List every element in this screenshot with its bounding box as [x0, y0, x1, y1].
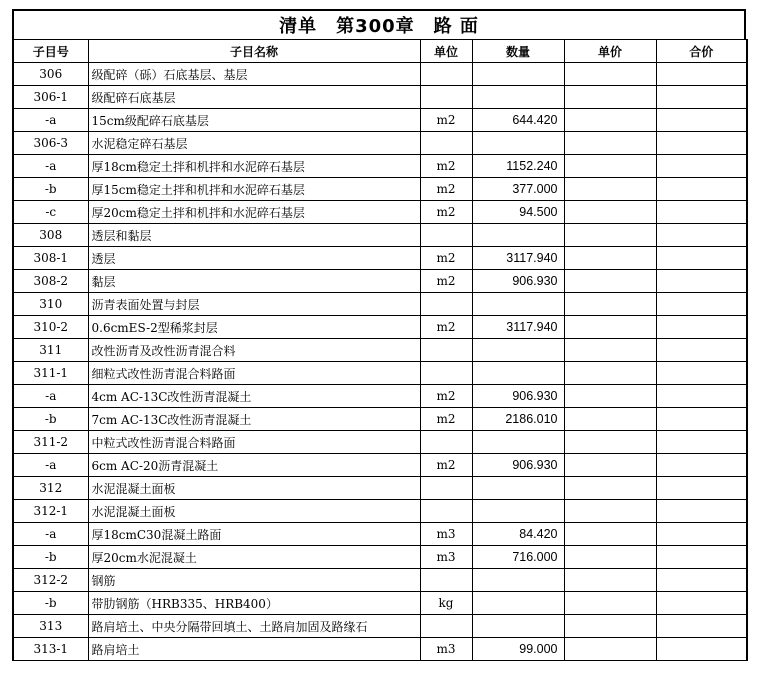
cell-name: 中粒式改性沥青混合料路面	[88, 431, 420, 454]
cell-quantity	[472, 500, 564, 523]
cell-total-price	[656, 569, 747, 592]
cell-unit: kg	[420, 592, 472, 615]
table-row	[13, 569, 747, 592]
table-row	[13, 178, 747, 201]
cell-total-price	[656, 615, 747, 638]
cell-name: 细粒式改性沥青混合料路面	[88, 362, 420, 385]
cell-unit-price	[564, 201, 656, 224]
table-row	[13, 63, 747, 86]
cell-unit-price	[564, 339, 656, 362]
cell-code: 311	[13, 339, 88, 362]
cell-code: 308	[13, 224, 88, 247]
cell-code: -a	[13, 109, 88, 132]
cell-total-price	[656, 385, 747, 408]
cell-quantity: 716.000	[472, 546, 564, 569]
cell-code: -c	[13, 201, 88, 224]
cell-code: 313-1	[13, 638, 88, 661]
table-row	[13, 408, 747, 431]
header-code: 子目号	[13, 40, 88, 63]
cell-unit: m2	[420, 316, 472, 339]
cell-unit-price	[564, 132, 656, 155]
cell-unit	[420, 86, 472, 109]
cell-code: 306-3	[13, 132, 88, 155]
table-row	[13, 500, 747, 523]
cell-quantity: 99.000	[472, 638, 564, 661]
cell-total-price	[656, 201, 747, 224]
header-total-price: 合价	[656, 40, 747, 63]
cell-unit-price	[564, 316, 656, 339]
cell-unit	[420, 224, 472, 247]
cell-code: -b	[13, 592, 88, 615]
cell-unit-price	[564, 86, 656, 109]
cell-unit-price	[564, 293, 656, 316]
cell-total-price	[656, 132, 747, 155]
cell-unit-price	[564, 592, 656, 615]
cell-unit	[420, 293, 472, 316]
cell-name: 级配碎石底基层	[88, 86, 420, 109]
table-row	[13, 339, 747, 362]
cell-code: -a	[13, 385, 88, 408]
cell-unit: m3	[420, 523, 472, 546]
cell-unit: m3	[420, 546, 472, 569]
cell-unit	[420, 339, 472, 362]
cell-quantity: 84.420	[472, 523, 564, 546]
table-row	[13, 109, 747, 132]
cell-quantity	[472, 63, 564, 86]
cell-unit-price	[564, 385, 656, 408]
table-row	[13, 362, 747, 385]
table-row	[13, 155, 747, 178]
cell-total-price	[656, 431, 747, 454]
cell-code: 306	[13, 63, 88, 86]
table-row	[13, 224, 747, 247]
cell-unit: m2	[420, 109, 472, 132]
header-name: 子目名称	[88, 40, 420, 63]
cell-code: 311-1	[13, 362, 88, 385]
cell-unit: m2	[420, 270, 472, 293]
cell-total-price	[656, 523, 747, 546]
cell-code: 310	[13, 293, 88, 316]
cell-unit	[420, 132, 472, 155]
cell-unit	[420, 63, 472, 86]
cell-total-price	[656, 270, 747, 293]
cell-name: 改性沥青及改性沥青混合料	[88, 339, 420, 362]
cell-total-price	[656, 546, 747, 569]
table-row	[13, 546, 747, 569]
cell-name: 钢筋	[88, 569, 420, 592]
cell-unit-price	[564, 270, 656, 293]
cell-total-price	[656, 293, 747, 316]
bill-sheet	[12, 9, 746, 661]
cell-unit	[420, 477, 472, 500]
cell-name: 水泥混凝土面板	[88, 500, 420, 523]
table-row	[13, 247, 747, 270]
cell-total-price	[656, 247, 747, 270]
table-row	[13, 201, 747, 224]
cell-unit-price	[564, 638, 656, 661]
cell-total-price	[656, 362, 747, 385]
table-row	[13, 385, 747, 408]
cell-name: 厚20cm水泥混凝土	[88, 546, 420, 569]
cell-unit-price	[564, 523, 656, 546]
cell-quantity	[472, 132, 564, 155]
cell-code: 312	[13, 477, 88, 500]
cell-unit-price	[564, 569, 656, 592]
cell-unit-price	[564, 224, 656, 247]
cell-total-price	[656, 224, 747, 247]
cell-unit	[420, 362, 472, 385]
cell-name: 水泥混凝土面板	[88, 477, 420, 500]
cell-name: 沥青表面处置与封层	[88, 293, 420, 316]
cell-unit-price	[564, 247, 656, 270]
cell-unit: m2	[420, 178, 472, 201]
cell-name: 路肩培土	[88, 638, 420, 661]
cell-quantity	[472, 615, 564, 638]
cell-unit: m3	[420, 638, 472, 661]
table-row	[13, 523, 747, 546]
table-row	[13, 431, 747, 454]
bill-table	[12, 39, 748, 661]
cell-unit	[420, 569, 472, 592]
cell-total-price	[656, 592, 747, 615]
cell-quantity	[472, 293, 564, 316]
cell-name: 路肩培土、中央分隔带回填土、土路肩加固及路缘石	[88, 615, 420, 638]
cell-total-price	[656, 109, 747, 132]
cell-quantity: 94.500	[472, 201, 564, 224]
cell-name: 15cm级配碎石底基层	[88, 109, 420, 132]
cell-name: 透层	[88, 247, 420, 270]
cell-name: 级配碎（砾）石底基层、基层	[88, 63, 420, 86]
cell-quantity	[472, 86, 564, 109]
cell-name: 7cm AC-13C改性沥青混凝土	[88, 408, 420, 431]
cell-unit-price	[564, 155, 656, 178]
table-row	[13, 477, 747, 500]
cell-unit-price	[564, 178, 656, 201]
cell-total-price	[656, 477, 747, 500]
cell-quantity: 3117.940	[472, 316, 564, 339]
cell-total-price	[656, 500, 747, 523]
cell-unit: m2	[420, 408, 472, 431]
cell-unit	[420, 500, 472, 523]
cell-name: 4cm AC-13C改性沥青混凝土	[88, 385, 420, 408]
cell-name: 黏层	[88, 270, 420, 293]
cell-total-price	[656, 638, 747, 661]
cell-unit-price	[564, 454, 656, 477]
cell-name: 透层和黏层	[88, 224, 420, 247]
table-row	[13, 293, 747, 316]
header-unit-price: 单价	[564, 40, 656, 63]
cell-unit-price	[564, 546, 656, 569]
cell-code: 306-1	[13, 86, 88, 109]
cell-quantity	[472, 362, 564, 385]
cell-quantity: 906.930	[472, 454, 564, 477]
cell-quantity: 906.930	[472, 270, 564, 293]
cell-name: 厚18cmC30混凝土路面	[88, 523, 420, 546]
cell-total-price	[656, 155, 747, 178]
cell-name: 0.6cmES-2型稀浆封层	[88, 316, 420, 339]
cell-unit-price	[564, 408, 656, 431]
cell-unit-price	[564, 615, 656, 638]
cell-unit: m2	[420, 385, 472, 408]
cell-unit-price	[564, 63, 656, 86]
cell-quantity	[472, 592, 564, 615]
cell-quantity: 2186.010	[472, 408, 564, 431]
cell-quantity: 644.420	[472, 109, 564, 132]
cell-unit: m2	[420, 155, 472, 178]
header-unit: 单位	[420, 40, 472, 63]
cell-unit-price	[564, 109, 656, 132]
cell-total-price	[656, 178, 747, 201]
header-quantity: 数量	[472, 40, 564, 63]
cell-code: -b	[13, 546, 88, 569]
cell-total-price	[656, 454, 747, 477]
cell-unit-price	[564, 500, 656, 523]
cell-unit-price	[564, 362, 656, 385]
cell-unit-price	[564, 431, 656, 454]
cell-name: 厚15cm稳定土拌和机拌和水泥碎石基层	[88, 178, 420, 201]
cell-name: 带肋钢筋（HRB335、HRB400）	[88, 592, 420, 615]
cell-quantity: 1152.240	[472, 155, 564, 178]
table-row	[13, 615, 747, 638]
cell-name: 厚18cm稳定土拌和机拌和水泥碎石基层	[88, 155, 420, 178]
cell-unit: m2	[420, 247, 472, 270]
cell-total-price	[656, 63, 747, 86]
cell-name: 厚20cm稳定土拌和机拌和水泥碎石基层	[88, 201, 420, 224]
table-row	[13, 592, 747, 615]
cell-unit-price	[564, 477, 656, 500]
table-body	[13, 63, 747, 661]
cell-quantity: 906.930	[472, 385, 564, 408]
cell-code: -a	[13, 523, 88, 546]
cell-total-price	[656, 86, 747, 109]
cell-quantity	[472, 477, 564, 500]
table-row	[13, 86, 747, 109]
table-row	[13, 270, 747, 293]
table-row	[13, 454, 747, 477]
cell-code: 308-2	[13, 270, 88, 293]
header-row	[13, 40, 747, 63]
cell-quantity	[472, 224, 564, 247]
cell-total-price	[656, 316, 747, 339]
cell-unit	[420, 431, 472, 454]
cell-total-price	[656, 339, 747, 362]
cell-code: -a	[13, 454, 88, 477]
cell-code: 312-1	[13, 500, 88, 523]
cell-code: 311-2	[13, 431, 88, 454]
cell-quantity	[472, 569, 564, 592]
cell-code: -a	[13, 155, 88, 178]
cell-code: 312-2	[13, 569, 88, 592]
cell-code: 310-2	[13, 316, 88, 339]
cell-total-price	[656, 408, 747, 431]
cell-quantity: 3117.940	[472, 247, 564, 270]
cell-name: 水泥稳定碎石基层	[88, 132, 420, 155]
cell-unit: m2	[420, 201, 472, 224]
cell-code: -b	[13, 408, 88, 431]
cell-code: -b	[13, 178, 88, 201]
cell-unit: m2	[420, 454, 472, 477]
cell-quantity	[472, 339, 564, 362]
table-row	[13, 132, 747, 155]
cell-code: 313	[13, 615, 88, 638]
table-row	[13, 638, 747, 661]
table-row	[13, 316, 747, 339]
cell-quantity: 377.000	[472, 178, 564, 201]
cell-name: 6cm AC-20沥青混凝土	[88, 454, 420, 477]
cell-unit	[420, 615, 472, 638]
cell-code: 308-1	[13, 247, 88, 270]
sheet-title: 清单 第300章 路 面	[12, 9, 746, 39]
cell-quantity	[472, 431, 564, 454]
